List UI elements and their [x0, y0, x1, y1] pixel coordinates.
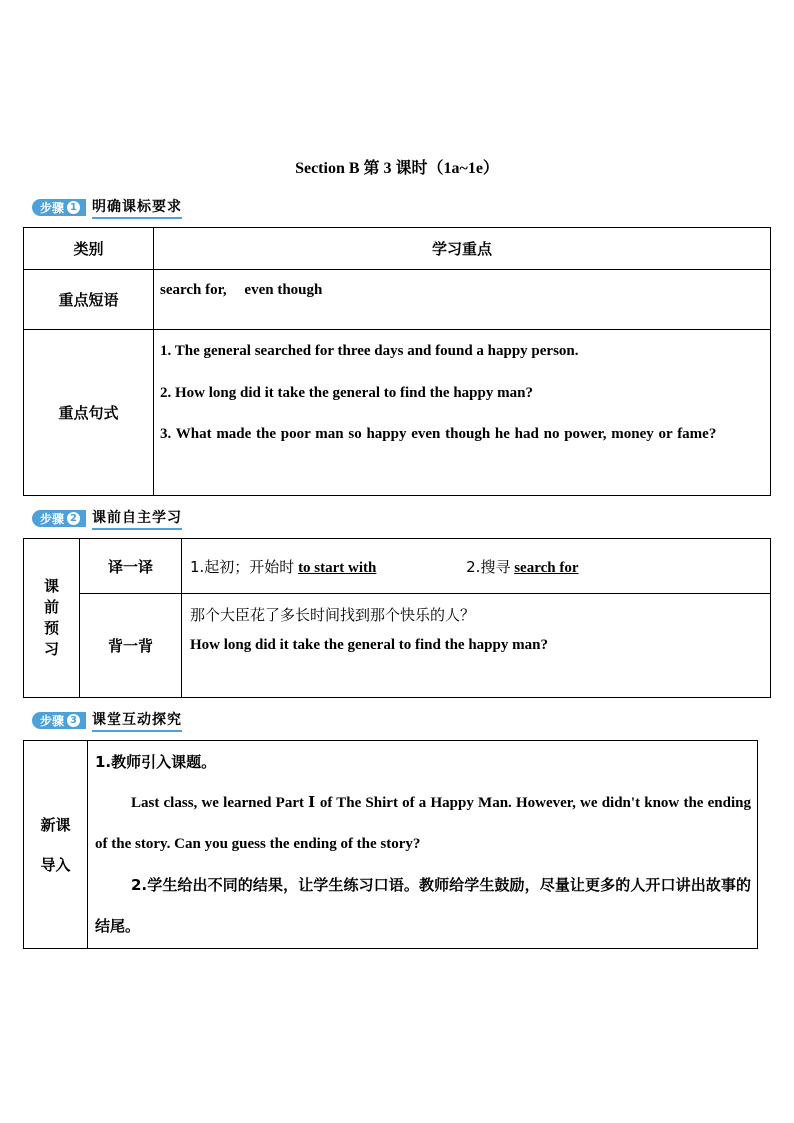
header-focus: 学习重点 [154, 228, 771, 270]
recite-cell [182, 594, 771, 698]
phrase-search-for: search for, [160, 282, 227, 298]
focus-table [23, 227, 771, 496]
page-title: Section B 第 3 课时（1a~1e） [295, 160, 499, 177]
lesson-intro-table [23, 740, 758, 949]
recite-label: 背一背 [80, 594, 182, 698]
step-number-icon: 1 [67, 201, 80, 214]
step-2-heading [32, 509, 182, 527]
preview-table [23, 538, 771, 698]
header-category: 类别 [24, 228, 154, 270]
translate-cell [182, 539, 771, 594]
step-number-icon: 2 [67, 512, 80, 525]
step-number-icon: 3 [67, 714, 80, 727]
lesson-intro-label: 新课 导入 [24, 741, 88, 949]
item-2-answer: search for [514, 559, 579, 576]
step-3-badge: 步骤 3 [32, 712, 86, 729]
step-1-badge: 步骤 1 [32, 199, 86, 216]
recite-chinese: 那个大臣花了多长时间找到那个快乐的人？ [190, 606, 476, 624]
key-sentences-cell [154, 330, 771, 496]
step-3-heading [32, 711, 182, 729]
lesson-intro-content [88, 741, 758, 949]
intro-paragraph-1: 1.教师引入课题。 [95, 753, 217, 771]
key-phrases-cell [154, 270, 771, 330]
recite-english: How long did it take the general to find the happy man? [190, 637, 548, 653]
phrase-even-though: even though [244, 282, 323, 298]
intro-paragraph-2: Last class, we learned Part Ⅰ of The Shirt of a Happy Man. However, we didn't know the ending of the story. Can you guess the ending of the story? [95, 795, 751, 852]
step-3-label: 课堂互动探究 [92, 709, 182, 732]
item-1-prompt: 1.起初；开始时 [190, 557, 295, 576]
step-2-badge: 步骤 2 [32, 510, 86, 527]
step-1-heading [32, 198, 182, 216]
item-2-prompt: 2.搜寻 [466, 557, 511, 576]
sentence-2: 2. How long did it take the general to find the happy man? [160, 385, 533, 401]
sentence-3: 3. What made the poor man so happy even though he had no power, money or fame? [160, 426, 717, 442]
key-sentences-label: 重点句式 [24, 330, 154, 496]
preview-side-label: 课 前 预 习 [24, 539, 80, 698]
step-1-label: 明确课标要求 [92, 196, 182, 219]
step-2-label: 课前自主学习 [92, 507, 182, 530]
translate-label: 译一译 [80, 539, 182, 594]
sentence-1: 1. The general searched for three days and found a happy person. [160, 343, 579, 359]
intro-paragraph-3: 2.学生给出不同的结果，让学生练习口语。教师给学生鼓励，尽量让更多的人开口讲出故事的结尾。 [95, 876, 751, 935]
key-phrases-label: 重点短语 [24, 270, 154, 330]
item-1-answer: to start with [298, 559, 377, 576]
